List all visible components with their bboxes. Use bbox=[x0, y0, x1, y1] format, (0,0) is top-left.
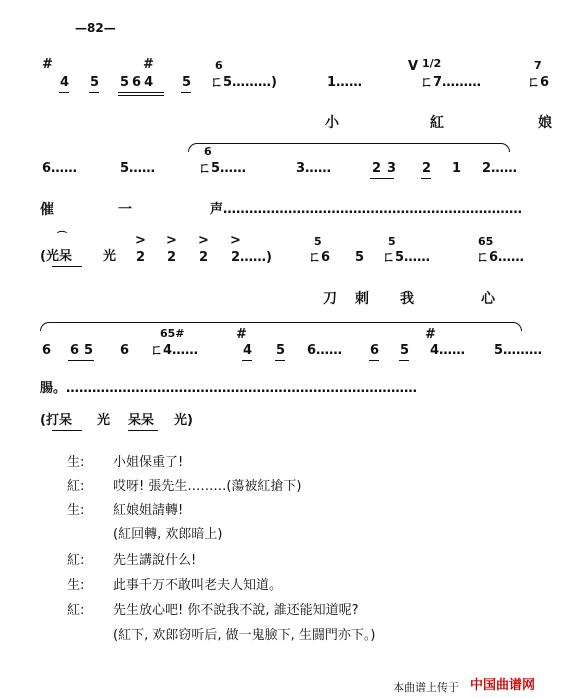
note: 6 bbox=[370, 343, 380, 358]
percussion-text: 呆呆 bbox=[128, 413, 155, 428]
note: ㄈ4…… bbox=[150, 343, 199, 358]
dialogue-text: 紅娘姐請轉! bbox=[113, 503, 184, 518]
speaker-label: 紅: bbox=[67, 603, 85, 618]
beam-line bbox=[59, 92, 69, 93]
beam-line bbox=[128, 430, 158, 431]
speaker-label: 紅: bbox=[67, 479, 85, 494]
note: 5…… bbox=[120, 161, 156, 176]
beam-line bbox=[118, 92, 164, 93]
dialogue-text: 先生講說什么! bbox=[113, 553, 197, 568]
upload-note: 本曲谱上传于 bbox=[393, 681, 459, 694]
lyric-char: 心 bbox=[481, 291, 495, 307]
note: 3…… bbox=[296, 161, 332, 176]
lyric-line: 腸。……………………………………………………………………… bbox=[40, 381, 418, 396]
note: 2 bbox=[167, 250, 177, 265]
note: 5……… bbox=[494, 343, 543, 358]
note: ㄈ5………) bbox=[210, 75, 277, 90]
note: 4…… bbox=[430, 343, 466, 358]
beam-line bbox=[52, 266, 82, 267]
lyric-char: 刀 bbox=[323, 291, 337, 307]
page-number: —82— bbox=[75, 21, 116, 35]
percussion-text: 光) bbox=[174, 413, 193, 428]
note: 5 bbox=[182, 75, 192, 90]
beam-line bbox=[369, 360, 379, 361]
lyric-char: 催 bbox=[40, 202, 54, 218]
note: ㄈ6…… bbox=[476, 250, 525, 265]
note: 2…… bbox=[482, 161, 518, 176]
beam-line bbox=[89, 92, 99, 93]
speaker-label: 生: bbox=[67, 503, 85, 518]
speaker-label: 生: bbox=[67, 455, 85, 470]
slur bbox=[188, 143, 510, 152]
note-group: 23 bbox=[372, 161, 403, 176]
lyric-char: 小 bbox=[325, 115, 339, 131]
lyric-char: 娘 bbox=[538, 115, 552, 131]
accent-mark: > bbox=[230, 233, 241, 248]
beam-line bbox=[181, 92, 191, 93]
grace-note: 6 bbox=[204, 145, 212, 158]
note: ㄈ7……… bbox=[420, 75, 482, 90]
beam-line bbox=[52, 430, 82, 431]
sharp-sign: # bbox=[236, 327, 247, 342]
note: 5 bbox=[355, 250, 365, 265]
note: 6 bbox=[42, 343, 52, 358]
note: 2……) bbox=[231, 250, 272, 265]
note: ㄈ6 bbox=[308, 250, 331, 265]
percussion-text: 光 bbox=[103, 249, 117, 264]
beam-line bbox=[370, 178, 394, 179]
note: 2 bbox=[199, 250, 209, 265]
note: 5 bbox=[400, 343, 410, 358]
note: ㄈ5…… bbox=[198, 161, 247, 176]
note: 6 bbox=[120, 343, 130, 358]
lyric-char: 我 bbox=[400, 291, 414, 307]
slur bbox=[40, 322, 522, 331]
dialogue-text: 先生放心吧! 你不說我不說, 誰还能知道呢? bbox=[113, 603, 359, 618]
note: 4 bbox=[60, 75, 70, 90]
accent-mark: > bbox=[198, 233, 209, 248]
note: ㄈ6 bbox=[527, 75, 550, 90]
site-logo[interactable]: 中国曲谱网 bbox=[470, 678, 536, 693]
grace-note: 7 bbox=[534, 59, 542, 72]
accent-mark: > bbox=[166, 233, 177, 248]
lyric-char: 刺 bbox=[355, 291, 369, 307]
stage-direction: (紅下, 欢郎窃听后, 做一鬼臉下, 生闘門亦下。) bbox=[113, 628, 376, 643]
percussion-text: 光 bbox=[97, 413, 111, 428]
note: ㄈ5…… bbox=[382, 250, 431, 265]
beam-line bbox=[242, 360, 252, 361]
grace-note: 5 bbox=[314, 235, 322, 248]
speaker-label: 紅: bbox=[67, 553, 85, 568]
stage-direction: (紅回轉, 欢郎暗上) bbox=[113, 527, 223, 542]
note: 6…… bbox=[42, 161, 78, 176]
speaker-label: 生: bbox=[67, 578, 85, 593]
dialogue-text: 此事千万不敢叫老夫人知道。 bbox=[113, 578, 283, 593]
beam-line bbox=[68, 360, 94, 361]
fermata-mark: ⌒ bbox=[57, 232, 67, 243]
grace-note: 65 bbox=[478, 235, 494, 248]
beam-line bbox=[118, 95, 164, 96]
grace-note: 65# bbox=[160, 327, 185, 340]
note: 1 bbox=[452, 161, 462, 176]
percussion-text: (打呆 bbox=[40, 413, 72, 428]
note: 5 bbox=[276, 343, 286, 358]
beam-line bbox=[399, 360, 409, 361]
sharp-sign: # bbox=[42, 57, 53, 72]
grace-note: 5 bbox=[388, 235, 396, 248]
lyric-char: 声…………………………………………………………… bbox=[210, 202, 522, 217]
note-group: 65 bbox=[70, 343, 99, 358]
note: 4 bbox=[243, 343, 253, 358]
lyric-char: 一 bbox=[118, 202, 132, 218]
note: 1…… bbox=[327, 75, 363, 90]
sharp-sign: # bbox=[425, 327, 436, 342]
sharp-sign: # bbox=[143, 57, 154, 72]
breath-mark: V bbox=[408, 59, 419, 74]
percussion-text: (光呆 bbox=[40, 249, 72, 264]
note: 6…… bbox=[307, 343, 343, 358]
beam-line bbox=[275, 360, 285, 361]
note: 2 bbox=[422, 161, 432, 176]
dialogue-text: 小姐保重了! bbox=[113, 455, 184, 470]
note-group: 564 bbox=[120, 75, 157, 90]
note: 2 bbox=[136, 250, 146, 265]
grace-note: 6 bbox=[215, 59, 223, 72]
dialogue-text: 哎呀! 張先生………(蕩被紅搶下) bbox=[113, 479, 302, 494]
note: 5 bbox=[90, 75, 100, 90]
lyric-char: 紅 bbox=[430, 115, 444, 131]
accent-mark: > bbox=[135, 233, 146, 248]
beam-line bbox=[421, 178, 431, 179]
grace-note: 1/2 bbox=[422, 57, 442, 70]
